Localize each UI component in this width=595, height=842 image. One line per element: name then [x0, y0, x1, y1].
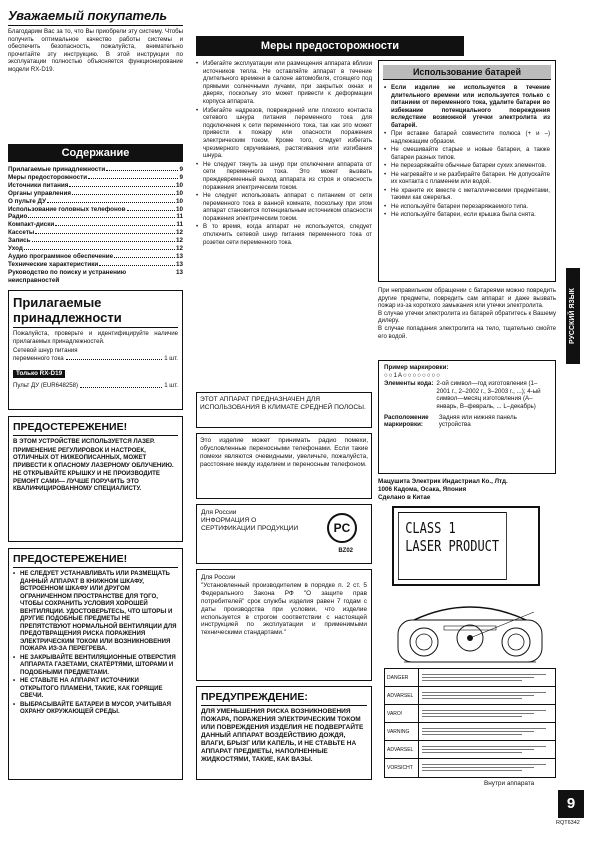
laser-label-line-2: LASER PRODUCT	[405, 537, 500, 555]
contents-item	[8, 269, 183, 285]
contents-item-page: 11	[176, 213, 183, 221]
label-strip-language: ADVARSEL	[385, 687, 419, 704]
cord-code: переменного тока	[13, 354, 64, 362]
label-strip-row	[385, 705, 555, 723]
contents-list	[8, 166, 183, 285]
cert-code: BZ02	[338, 548, 353, 554]
label-strip-language: ADVARSEL	[385, 741, 419, 758]
precautions-title: Меры предосторожности	[260, 40, 400, 52]
remote-label: Пульт ДУ (EUR648258)	[13, 382, 79, 390]
contents-item	[8, 190, 183, 198]
contents-item	[8, 213, 183, 221]
contents-item-label: О пульте ДУ	[8, 197, 47, 205]
accessories-title: Прилагаемые принадлежности	[13, 295, 122, 325]
cert-region: Для России	[201, 509, 237, 516]
label-strip-row	[385, 669, 555, 687]
label-strip-fineprint	[419, 705, 555, 722]
battery-note-2: В случае утечки электролита из батарей обратитесь к Вашему дилеру.	[378, 309, 556, 325]
contents-item-label: Кассеты	[8, 229, 35, 237]
contents-item-page: 12	[175, 237, 183, 245]
cord-label: Сетевой шнур питания	[13, 347, 78, 355]
greeting-title: Уважаемый покупатель	[8, 8, 168, 23]
manufacturer-block	[378, 478, 556, 501]
label-strip-fineprint	[419, 669, 555, 686]
label-strip-row	[385, 723, 555, 741]
contents-item	[8, 229, 183, 237]
contents-item	[8, 237, 183, 245]
contents-item-label: Меры предосторожности	[8, 173, 88, 181]
label-strip-language: DANGER	[385, 669, 419, 686]
label-strip-fineprint	[419, 759, 555, 777]
manufacturer-origin: Сделано в Китае	[378, 493, 431, 501]
label-strip-row	[385, 687, 555, 705]
ventilation-warning-item: • ВЫБРАСЫВАЙТЕ БАТАРЕИ В МУСОР, УЧИТЫВАЯ ОХРАНУ ОКРУЖАЮЩЕЙ СРЕДЫ.	[13, 701, 178, 716]
battery-item: • При вставке батарей совместите полюса (+ и –) надлежащим образом.	[384, 130, 550, 145]
ventilation-warning-item: • НЕ ЗАКРЫВАЙТЕ ВЕНТИЛЯЦИОННЫЕ ОТВЕРСТИЯ АППАРАТА ГАЗЕТАМИ, СКАТЕРТЯМИ, ШТОРАМИ И ПОДОБНЫМИ ПРЕДМЕТАМИ.	[13, 654, 178, 677]
contents-item-page: 10	[175, 205, 183, 213]
precautions-list	[196, 60, 372, 247]
contents-item	[8, 253, 183, 261]
contents-item-label: Источники питания	[8, 181, 69, 189]
language-side-tab	[566, 268, 580, 364]
contents-item	[8, 166, 183, 174]
contents-item	[8, 182, 183, 190]
label-strip-language: VORSICHT	[385, 759, 419, 777]
label-strip-fineprint	[419, 741, 555, 758]
battery-item: • Не перезаряжайте обычные батареи сухих элементов.	[384, 162, 550, 170]
precaution-item: • Не следует тянуть за шнур при отключении аппарата от сети переменного тока. Это может вызвать преждевременный выход аппарата из строя и опасность поражения электрическим током.	[196, 161, 372, 191]
contents-item	[8, 206, 183, 214]
contents-item-page: 11	[176, 221, 183, 229]
batteries-box	[378, 60, 556, 282]
accessories-intro: Пожалуйста, проверьте и идентифицируйте наличие прилагаемых принадлежностей.	[13, 330, 178, 345]
contents-item-page: 13	[175, 268, 183, 276]
contents-item-label: Аудио программное обеспечение	[8, 252, 114, 260]
contents-item-page: 12	[175, 245, 183, 253]
contents-header	[8, 144, 183, 162]
moisture-warning-box	[196, 686, 372, 780]
battery-note-1: При неправильном обращении с батареями можно повредить другие предметы, повредить сам аппарат и даже вызвать пожар из-за короткого замыкания или утечки электролита.	[378, 287, 556, 310]
climate-note: ЭТОТ АППАРАТ ПРЕДНАЗНАЧЕН ДЛЯ ИСПОЛЬЗОВАНИЯ В КЛИМАТЕ СРЕДНЕЙ ПОЛОСЫ.	[200, 396, 366, 412]
precaution-item: • Избегайте эксплуатации или размещения аппарата вблизи источников тепла. Не оставляйте аппарат в течение длительного времени в салоне автомобиля, стоящего под прямыми солнечными лучами, при закрытых окнах и дверях, поскольку это может привести к деформации корпуса аппарата.	[196, 60, 372, 106]
label-strip-language: VARO!	[385, 705, 419, 722]
cert-mark-icon	[327, 513, 357, 543]
precaution-item: • Не следует использовать аппарат с питанием от сети переменного тока в ванной комнате, поскольку при этом аппарат становится потенциальным источником опасности поражения электрическим током.	[196, 192, 372, 222]
manufacturer-name: Мацушита Электрик Индастриал Ко., Лтд.	[378, 478, 508, 485]
moisture-warning-body: ДЛЯ УМЕНЬШЕНИЯ РИСКА ВОЗНИКНОВЕНИЯ ПОЖАРА, ПОРАЖЕНИЯ ЭЛЕКТРИЧЕСКИМ ТОКОМ ИЛИ ПОВРЕЖДЕНИЯ ИЗДЕЛИЯ НЕ ПОДВЕРГАЙТЕ ДАННЫЙ АППАРАТ ВОЗДЕЙСТВИЮ ДОЖДЯ, ВЛАГИ, БРЫЗГ ИЛИ КАПЕЛЬ, И НЕ СТАВЬТЕ НА АППАРАТ ПРЕДМЕТЫ, НАПОЛНЕННЫЕ ЖИДКОСТЯМИ, ТАКИЕ, КАК ВАЗЫ.	[201, 708, 364, 763]
precautions-header	[196, 36, 464, 56]
marking-codes: 2-ой символ—год изготовления (1–2001 г., 2–2002 г., 3–2003 г., ...); 4-ый символ—месяц изготовления (A–январь, B–февраль, ... L–декабрь)	[436, 380, 541, 410]
batteries-lead: • Если изделие не используется в течение длительного времени или используется только с питанием от переменного тока, удалите батареи во избежание потенциального повреждения вследствие возможной утечки электролита из батарей.	[384, 84, 550, 129]
certification-box	[196, 504, 372, 564]
manufacturer-address: 1006 Кадома, Осака, Япония	[378, 485, 467, 493]
page-code: RQT6342	[556, 820, 580, 826]
contents-title: Содержание	[61, 147, 130, 159]
page-number-box	[558, 790, 584, 818]
page-number: 9	[566, 795, 576, 812]
laser-warning-box	[8, 416, 183, 542]
label-strip-language: VARNING	[385, 723, 419, 740]
inside-caption: Внутри аппарата	[484, 780, 535, 787]
consumer-region: Для России	[201, 574, 236, 581]
consumer-law-box	[196, 569, 372, 681]
contents-item-label: Радио	[8, 213, 28, 221]
marking-location-label: Расположение маркировки:	[384, 413, 429, 429]
contents-item-label: Компакт-диски	[8, 221, 55, 229]
label-strip-fineprint	[419, 723, 555, 740]
boombox-icon	[384, 590, 556, 670]
battery-item: • Не нагревайте и не разбирайте батареи. Не допускайте их контакта с пламенем или водой.	[384, 171, 550, 186]
contents-item	[8, 261, 183, 269]
contents-item-label: Органы управления	[8, 189, 72, 197]
marking-example-label: Пример маркировки:	[384, 364, 449, 371]
contents-item-page: 12	[175, 229, 183, 237]
label-strip-row	[385, 759, 555, 777]
cord-qty: 1 шт.	[164, 354, 178, 362]
contents-item-label: Прилагаемые принадлежности	[8, 166, 106, 173]
battery-item: • Не храните их вместе с металлическими предметами, такими как ожерелья.	[384, 187, 550, 202]
contents-item-label: Использование головных телефонов	[8, 205, 126, 213]
marking-location-value: Задняя или нижняя панель устройства	[438, 413, 517, 429]
laser-warning-title: ПРЕДОСТЕРЕЖЕНИЕ!	[13, 421, 128, 433]
contents-item	[8, 245, 183, 253]
contents-item-page: 9	[179, 166, 183, 173]
battery-item: • Не смешивайте старые и новые батареи, а также батареи разных типов.	[384, 146, 550, 161]
consumer-body: "Установленный производителем в порядке п. 2 ст. 5 Федерального Закона РФ "О защите прав потребителей" срок службы изделия равен 7 годам с даты производства при условии, что изделие используется в строгом соответствии с настоящей инструкцией по эксплуатации и применимыми техническими стандартами."	[201, 581, 367, 637]
batteries-title: Использование батарей	[412, 67, 522, 77]
climate-note-box	[196, 392, 372, 428]
laser-warning-line-1: В ЭТОМ УСТРОЙСТВЕ ИСПОЛЬЗУЕТСЯ ЛАЗЕР.	[13, 438, 155, 445]
class1-laser-label	[392, 506, 540, 586]
contents-item-label: Запись	[8, 237, 31, 245]
batteries-header	[383, 65, 551, 80]
marking-example-value: ○○1A○○○○○○○○	[384, 371, 441, 379]
contents-item-page: 10	[175, 197, 183, 205]
contents-item-label: Уход	[8, 245, 23, 253]
only-rx-badge	[13, 370, 65, 378]
contents-item-page: 10	[175, 189, 183, 197]
contents-item	[8, 198, 183, 206]
label-strip	[384, 668, 556, 778]
laser-warning-line-3: НЕ ОТКРЫВАЙТЕ КРЫШКУ И НЕ ПРОИЗВОДИТЕ РЕМОНТ САМИ— ЛУЧШЕ ПОРУЧИТЬ ЭТО КВАЛИФИЦИРОВАННОМУ СПЕЦИАЛИСТУ.	[13, 470, 160, 492]
precaution-item: • Избегайте надрезов, повреждений или плохого контакта сетевого шнура питания переменного тока для подключения к сети переменного тока, так как это может привести к пожару или опасности поражения электрическим током. Кроме того, следует избегать чрезмерного скручивания, растягивания или изгибания шнура.	[196, 107, 372, 160]
ventilation-warning-title: ПРЕДОСТЕРЕЖЕНИЕ!	[13, 553, 128, 565]
contents-item-page: 13	[175, 260, 183, 268]
contents-item-page: 9	[179, 173, 183, 181]
contents-item	[8, 221, 183, 229]
cert-info: ИНФОРМАЦИЯ О СЕРТИФИКАЦИИ ПРОДУКЦИИ	[201, 517, 299, 533]
ventilation-warning-box	[8, 548, 183, 780]
accessories-box	[8, 290, 183, 410]
laser-label-line-1: CLASS 1	[405, 519, 456, 537]
contents-item-label: Руководство по поиску и устранению неисправностей	[8, 268, 127, 284]
battery-notes	[378, 287, 556, 340]
greeting-body: Благодарим Вас за то, что Вы приобрели эту систему. Чтобы получить оптимальное качество работы системы и обеспечить безопасность, пожалуйста, внимательно прочитайте эту инструкцию. В этой инструкции по эксплуатации полностью объясняется функционирование модели RX-D19.	[8, 28, 183, 73]
ventilation-warning-item: • НЕ СЛЕДУЕТ УСТАНАВЛИВАТЬ ИЛИ РАЗМЕЩАТЬ ДАННЫЙ АППАРАТ В КНИЖНОМ ШКАФУ, ВСТРОЕННОМ ШКАФУ ИЛИ ДРУГОМ ОГРАНИЧЕННОМ ПРОСТРАНСТВЕ ДЛЯ ТОГО, ЧТОБЫ СОХРАНИТЬ УСЛОВИЯ ХОРОШЕЙ ВЕНТИЛЯЦИИ. УДОСТОВЕРЬТЕСЬ, ЧТО ШТОРЫ И ДРУГИЕ ПОДОБНЫЕ ПРЕДМЕТЫ НЕ ПРЕПЯТСТВУЮТ НОРМАЛЬНОЙ ВЕНТИЛЯЦИИ ДЛЯ ПРЕДОТВРАЩЕНИЯ РИСКА ПОРАЖЕНИЯ ЭЛЕКТРИЧЕСКИМ ТОКОМ ИЛИ ВОЗНИКНОВЕНИЯ ПОЖАРА ИЗ-ЗА ПЕРЕГРЕВА.	[13, 570, 178, 653]
battery-item: • Не используйте батареи перезаряжаемого типа.	[384, 203, 550, 211]
contents-item	[8, 174, 183, 182]
moisture-warning-title: ПРЕДУПРЕЖДЕНИЕ:	[201, 691, 308, 703]
label-strip-fineprint	[419, 687, 555, 704]
contents-item-page: 13	[175, 252, 183, 260]
laser-warning-line-2: ПРИМЕНЕНИЕ РЕГУЛИРОВОК И НАСТРОЕК, ОТЛИЧНЫХ ОТ НИЖЕОПИСАННЫХ, МОЖЕТ ПРИВЕСТИ К ОПАСНОМУ ЛАЗЕРНОМУ ОБЛУЧЕНИЮ.	[13, 446, 174, 469]
contents-item-label: Технические характеристики	[8, 260, 99, 268]
battery-note-3: В случае попадания электролита на тело, тщательно смойте его водой.	[378, 324, 556, 340]
battery-item: • Не используйте батареи, если крышка была снята.	[384, 211, 550, 219]
marking-codes-label: Элементы кода:	[384, 380, 434, 388]
ventilation-warning-item: • НЕ СТАВЬТЕ НА АППАРАТ ИСТОЧНИКИ ОТКРЫТОГО ПЛАМЕНИ, ТАКИЕ, КАК ГОРЯЩИЕ СВЕЧИ.	[13, 677, 178, 700]
language-tab-label: РУССКИЙ ЯЗЫК	[569, 288, 576, 344]
label-strip-row	[385, 741, 555, 759]
only-rx-label: Только RX-D19	[16, 370, 63, 378]
cert-mark: PC	[333, 521, 351, 535]
device-illustration	[384, 590, 556, 670]
interference-note-box	[196, 433, 372, 499]
contents-item-page: 10	[175, 181, 183, 189]
marking-box	[378, 360, 556, 474]
interference-note: Это изделие может принимать радио помехи, обусловленные переносными телефонами. Если такие помехи являются очевидными, увеличьте, пожалуйста, расстояние между изделием и переносным телефоном.	[200, 437, 368, 468]
precaution-item: • В то время, когда аппарат не используется, следует отключить сетевой шнур питания переменного тока от розетки сети переменного тока.	[196, 223, 372, 246]
remote-qty: 1 шт.	[164, 382, 178, 390]
